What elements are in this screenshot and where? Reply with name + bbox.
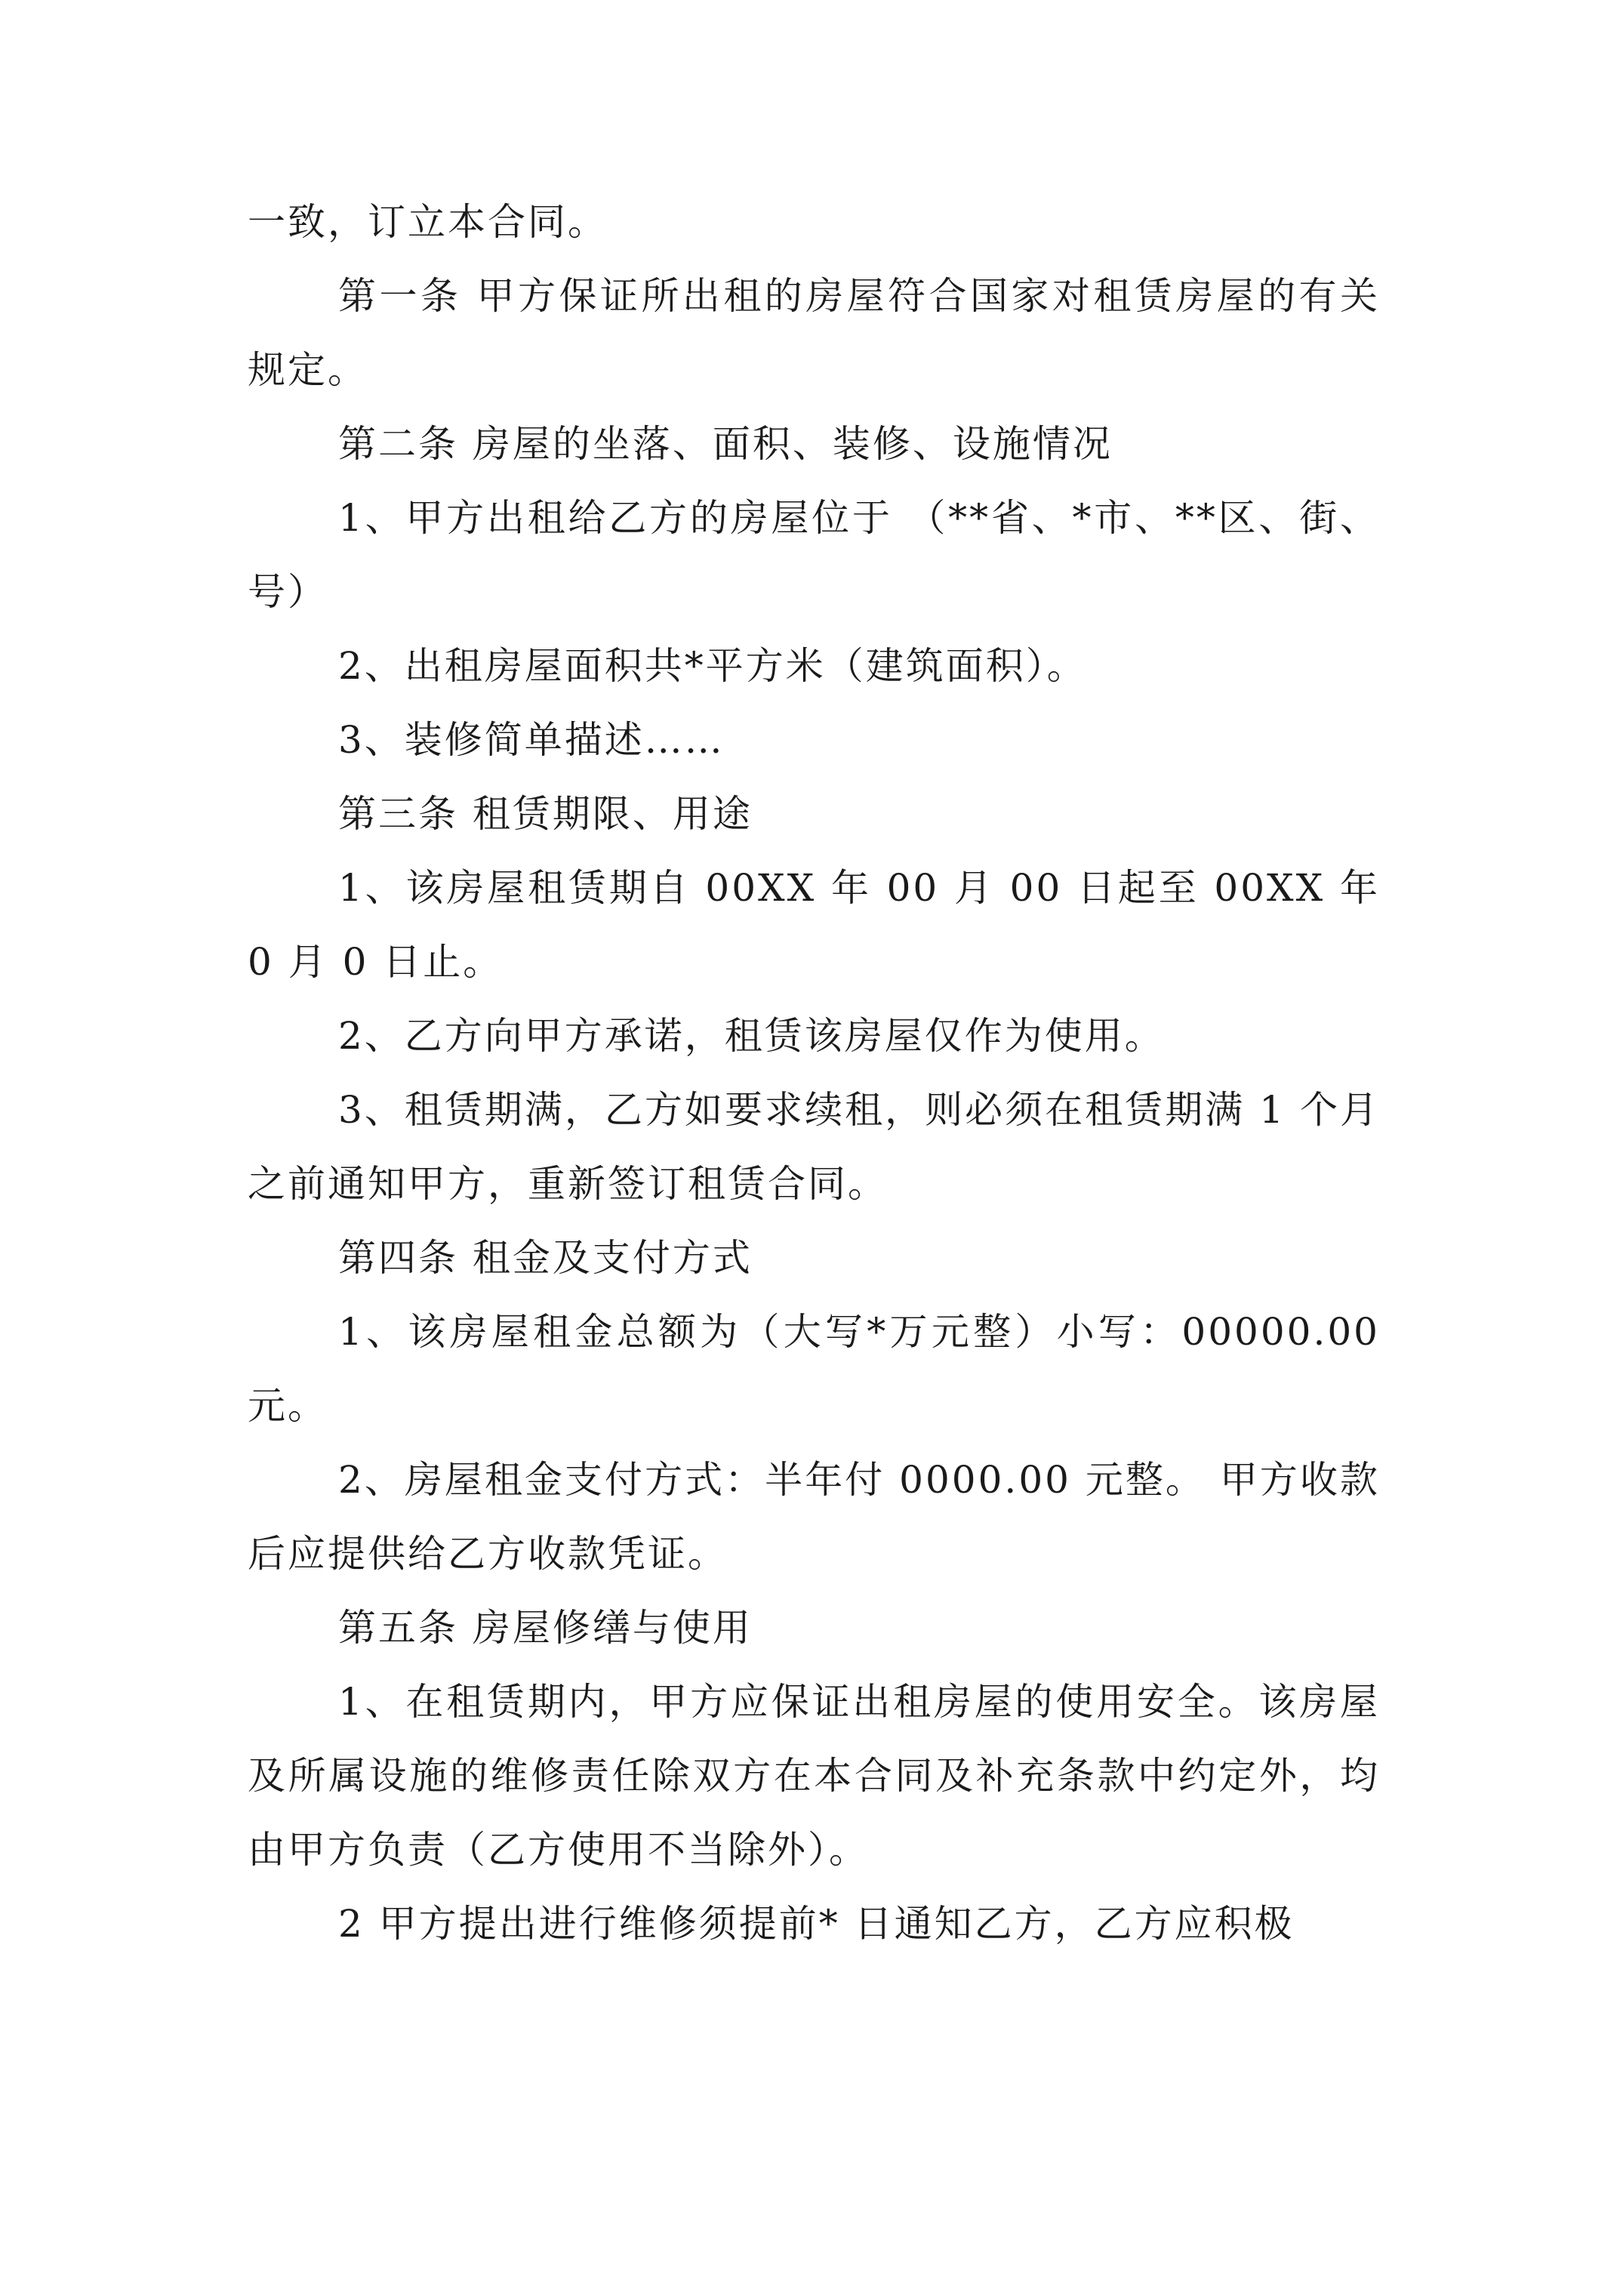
clause-3-heading: 第三条 租赁期限、用途 (338, 792, 753, 836)
clause-2-item-1: 1、甲方出租给乙方的房屋位于 （**省、*市、**区、街、号） (248, 496, 1380, 614)
clause-5-item-2: 2 甲方提出进行维修须提前* 日通知乙方，乙方应积极 (338, 1902, 1295, 1946)
clause-4-item-1: 1、该房屋租金总额为（大写*万元整）小写：00000.00 元。 (248, 1310, 1380, 1428)
clause-2-item-2: 2、出租房屋面积共*平方米（建筑面积）。 (338, 644, 1087, 688)
clause-2-item-3: 3、装修简单描述…… (338, 718, 725, 762)
clause-4-item-2: 2、房屋租金支付方式：半年付 0000.00 元整。 甲方收款后应提供给乙方收款凭证。 (248, 1458, 1380, 1576)
clause-1-text: 第一条 甲方保证所出租的房屋符合国家对租赁房屋的有关规定。 (248, 274, 1380, 392)
clause-3-item-2: 2、乙方向甲方承诺，租赁该房屋仅作为使用。 (338, 1014, 1165, 1058)
clause-2-heading: 第二条 房屋的坐落、面积、装修、设施情况 (338, 422, 1113, 466)
document-body (248, 185, 1380, 1961)
clause-5-item-1: 1、在租赁期内，甲方应保证出租房屋的使用安全。该房屋及所属设施的维修责任除双方在本合同及补充条款中约定外，均由甲方负责（乙方使用不当除外）。 (248, 1680, 1380, 1872)
clause-4-heading: 第四条 租金及支付方式 (338, 1236, 753, 1280)
clause-5-heading: 第五条 房屋修缮与使用 (338, 1606, 753, 1650)
clause-3-item-1: 1、该房屋租赁期自 00XX 年 00 月 00 日起至 00XX 年 0 月 0 日止。 (248, 866, 1380, 984)
paragraph-intro-end: 一致，订立本合同。 (248, 200, 608, 244)
clause-3-item-3: 3、租赁期满，乙方如要求续租，则必须在租赁期满 1 个月之前通知甲方，重新签订租赁合同。 (248, 1088, 1380, 1206)
